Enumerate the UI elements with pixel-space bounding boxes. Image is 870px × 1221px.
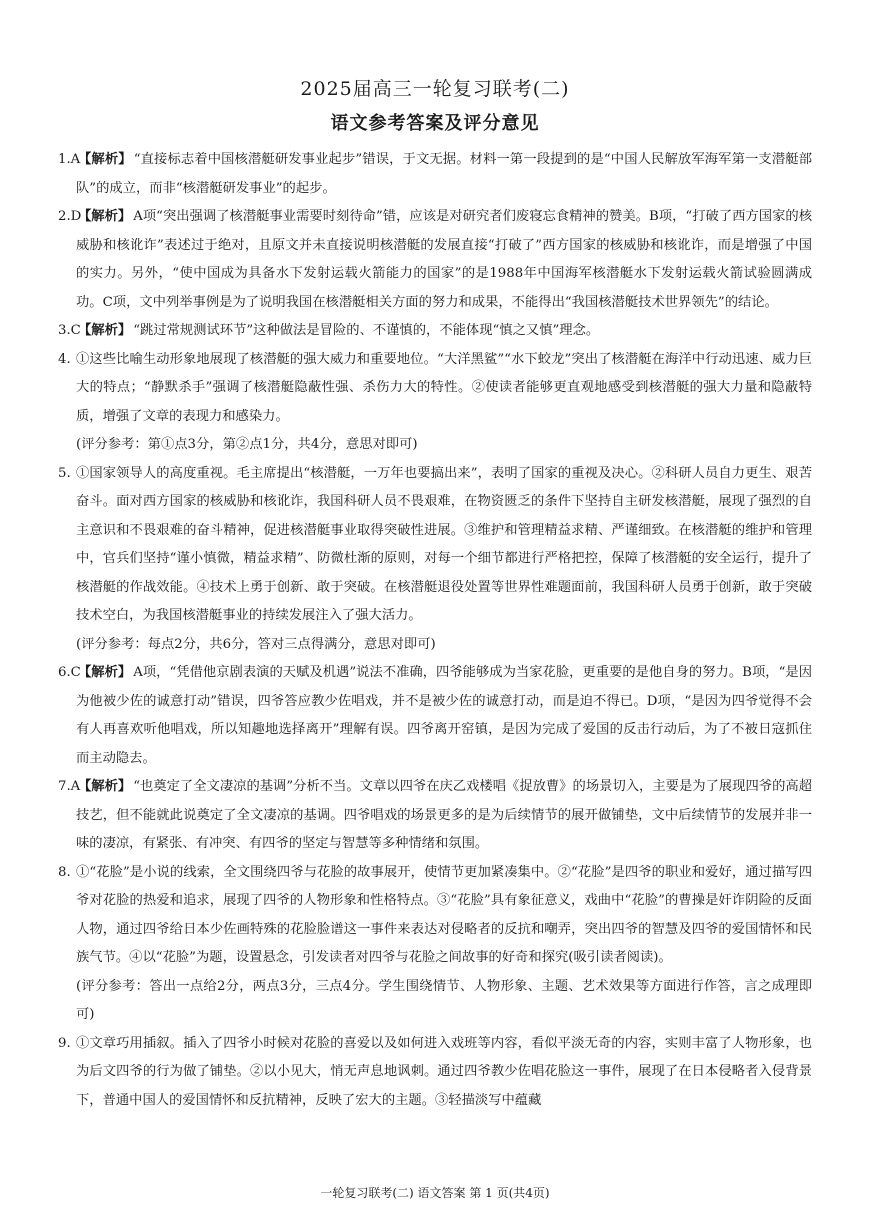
page-footer: 一轮复习联考(二) 语文答案 第 1 页(共4页) [320,1186,550,1200]
answer-text: ①“花脸”是小说的线索，全文围绕四爷与花脸的故事展开，使情节更加紧凑集中。②“花脸”是四爷的职业和爱好，通过描写四爷对花脸的热爱和追求，展现了四爷的人物形象和性格特点。③“花脸”具有象征意义，戏曲中“花脸”的曹操是奸诈阴险的反面人物，通过四爷给日本少佐画特殊的花脸脸谱这一事件来表达对侵略者的反抗和嘲弄，突出四爷的智慧及四爷的爱国情怀和民族气节。④以“花脸”为题，设置悬念，引发读者对四爷与花脸之间故事的好奇和探究(吸引读者阅读)。 [76,864,812,965]
analysis-tag: 【解析】 [78,323,132,338]
answer-number: 9. [58,1035,71,1051]
answer-number: 4. [58,351,71,367]
analysis-tag: 【解析】 [78,209,132,224]
answer-text: ①这些比喻生动形象地展现了核潜艇的强大威力和重要地位。“大洋黑鲨”“水下蛟龙”突出了核潜艇在海洋中行动迅速、威力巨大的特点；“静默杀手”强调了核潜艇隐蔽性强、杀伤力大的特性。②使读者能够更直观地感受到核潜艇的强大力量和隐蔽特质，增强了文章的表现力和感染力。 [76,351,812,424]
answer-number: 7.A [58,779,81,794]
answer-item [58,346,812,432]
scoring-note: (评分参考：答出一点给2分，两点3分，三点4分。学生围绕情节、人物形象、主题、艺术效果等方面进行作答，言之成理即可) [76,978,812,1022]
answer-number: 3.C [58,323,81,338]
answer-item [58,659,812,773]
answer-number: 6.C [58,665,81,680]
answer-text: ①文章巧用插叙。插入了四爷小时候对花脸的喜爱以及如何进入戏班等内容，看似平淡无奇的内容，实则丰富了人物形象，也为后文四爷的行为做了铺垫。②以小见大，悄无声息地讽刺。通过四爷教少佐唱花脸这一事件，展现了在日本侵略者入侵背景下，普通中国人的爱国情怀和反抗精神，反映了宏大的主题。③轻描淡写中蕴藏 [76,1035,812,1108]
answer-text: “跳过常规测试环节”这种做法是冒险的、不谨慎的，不能体现“慎之又慎”理念。 [133,323,600,338]
answer-item [58,1030,812,1116]
answer-text: A项，“凭借他京剧表演的天赋及机遇”说法不准确，四爷能够成为当家花脸，更重要的是他自身的努力。B项，“是因为他被少佐的诚意打动”错误，四爷答应教少佐唱戏，并不是被少佐的诚意打动，而是迫不得已。D项，“是因为四爷觉得不会有人再喜欢听他唱戏，所以知趣地选择离开”理解有误。四爷离开窑镇，是因为完成了爱国的反击行动后，为了不被日寇抓住而主动隐去。 [76,665,812,766]
analysis-tag: 【解析】 [78,779,132,794]
answer-item [58,203,812,317]
answer-number: 2.D [58,209,82,224]
answer-number: 8. [58,864,71,880]
answer-item [58,460,812,631]
answer-text: “也奠定了全文凄凉的基调”分析不当。文章以四爷在庆乙戏楼唱《捉放曹》的场景切入，主要是为了展现四爷的高超技艺，但不能就此说奠定了全文凄凉的基调。四爷唱戏的场景更多的是为后续情节的展开做铺垫，文中后续情节的发展并非一味的凄凉，有紧张、有冲突、有四爷的坚定与智慧等多种情绪和氛围。 [76,779,812,851]
answer-item [58,146,812,203]
answer-text: “直接标志着中国核潜艇研发事业起步”错误，于文无据。材料一第一段提到的是“中国人民解放军海军第一支潜艇部队”的成立，而非“核潜艇研发事业”的起步。 [76,152,812,196]
analysis-tag: 【解析】 [78,152,132,167]
answer-list [58,146,812,1115]
answer-item [58,773,812,859]
answer-text: A项“突出强调了核潜艇事业需要时刻待命”错，应该是对研究者们废寝忘食精神的赞美。B项，“打破了西方国家的核威胁和核讹诈”表述过于绝对，且原文并未直接说明核潜艇的发展直接“打破了”西方国家的核威胁和核讹诈，而是增强了中国的实力。另外，“使中国成为具备水下发射运载火箭能力的国家”的是1988年中国海军核潜艇水下发射运载火箭试验圆满成功。C项，文中列举事例是为了说明我国在核潜艇相关方面的努力和成果，不能得出“我国核潜艇技术世界领先”的结论。 [76,209,812,310]
answer-number: 1.A [58,152,81,167]
scoring-note: (评分参考：第①点3分，第②点1分，共4分，意思对即可) [76,437,418,452]
scoring-note: (评分参考：每点2分，共6分，答对三点得满分，意思对即可) [76,636,436,652]
answer-subtitle: 语文参考答案及评分意见 [330,113,540,134]
exam-title: 2025届高三一轮复习联考(二) [300,78,570,100]
analysis-tag: 【解析】 [78,665,132,680]
answer-number: 5. [58,465,71,481]
answer-item [58,317,812,346]
answer-item [58,859,812,973]
answer-text: ①国家领导人的高度重视。毛主席提出“核潜艇，一万年也要搞出来”，表明了国家的重视及决心。②科研人员自力更生、艰苦奋斗。面对西方国家的核威胁和核讹诈，我国科研人员不畏艰难，在物资匮乏的条件下坚持自主研发核潜艇，展现了强烈的自主意识和不畏艰难的奋斗精神，促进核潜艇事业取得突破性进展。③维护和管理精益求精、严谨细致。在核潜艇的维护和管理中，官兵们坚持“谨小慎微，精益求精”、防微杜渐的原则，对每一个细节都进行严格把控，保障了核潜艇的安全运行，提升了核潜艇的作战效能。④技术上勇于创新、敢于突破。在核潜艇退役处置等世界性难题面前，我国科研人员勇于创新，敢于突破技术空白，为我国核潜艇事业的持续发展注入了强大活力。 [76,465,812,623]
